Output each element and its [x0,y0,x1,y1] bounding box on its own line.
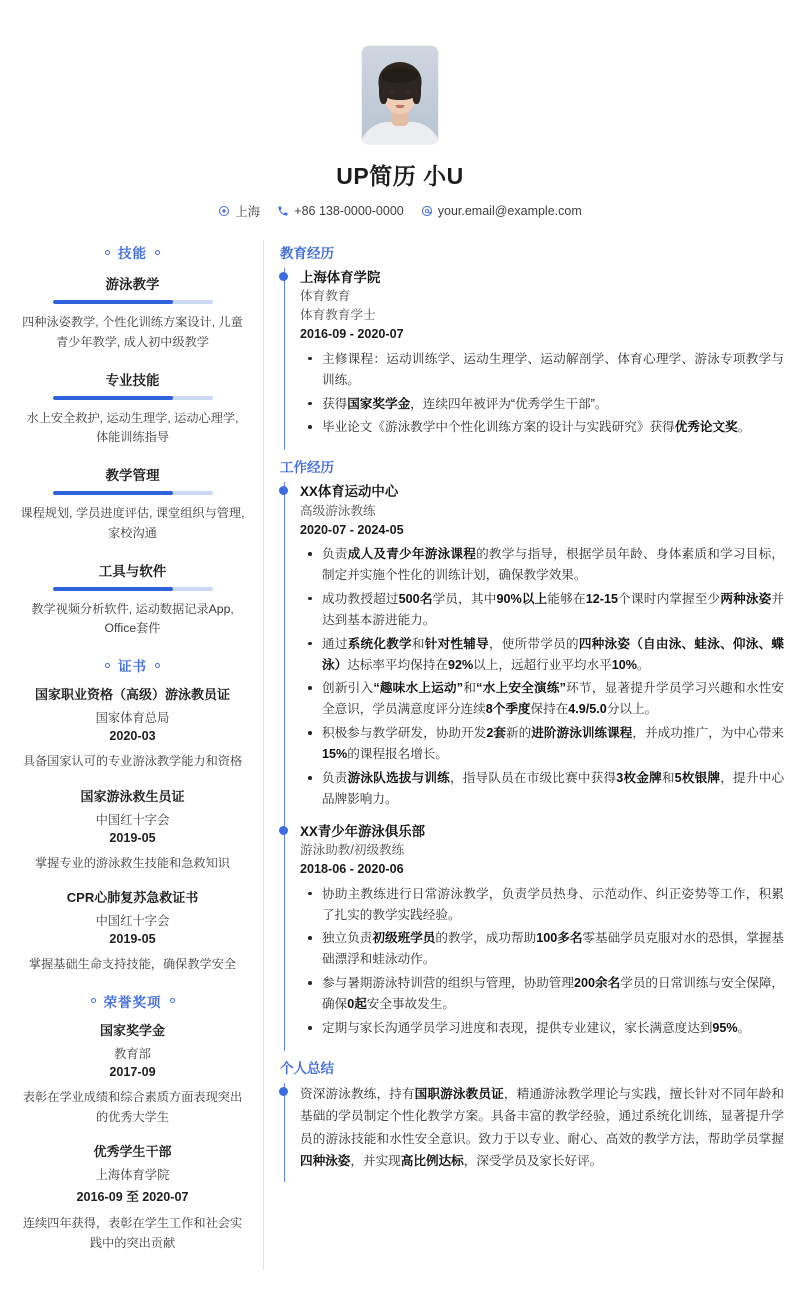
resume-body [0,230,800,1290]
bullet-item: 创新引入“趣味水上运动”和“水上安全演练”环节，显著提升学员学习兴趣和水性安全意识，学员满意度评分连续8个季度保持在4.9/5.0分以上。 [300,678,784,720]
skill-description: 水上安全救护, 运动生理学, 运动心理学, 体能训练指导 [26,410,239,445]
work-period: 2020-07 - 2024-05 [300,522,404,537]
section-title-honors [16,991,249,1011]
certificate-date: 2019-05 [109,932,156,947]
certificate-item [16,686,249,772]
circle-ornament-icon [105,250,110,255]
honor-date: 2016-09 至 2020-07 [76,1190,189,1205]
contact-location-value: 上海 [235,205,261,219]
work-period: 2018-06 - 2020-06 [300,862,404,877]
section-title-education: 教育经历 [280,246,334,261]
certificate-date: 2019-05 [109,830,156,845]
certificate-item [16,788,249,874]
resume-header [0,0,800,230]
certificate-description: 具备国家认可的专业游泳教学能力和资格 [22,753,243,768]
education-entry [300,268,784,450]
skill-level-bar [53,587,213,591]
contact-phone-value: +86 138-0000-0000 [294,204,404,218]
certificate-issuer: 中国红十字会 [95,914,170,929]
email-at-icon [421,205,433,217]
skill-level-bar [53,491,213,495]
skill-item [16,560,249,640]
section-work [280,456,784,1051]
skill-level-fill [53,587,173,591]
honor-title: 优秀学生干部 [93,1144,172,1160]
work-entry [300,482,784,822]
certificate-issuer: 中国红十字会 [95,812,170,827]
bullet-item: 负责游泳队选拔与训练，指导队员在市级比赛中获得3枚金牌和5枚银牌，提升中心品牌影响力。 [300,768,784,810]
summary-text: 资深游泳教练，持有国职游泳教员证，精通游泳教学理论与实践，擅长针对不同年龄和基础的学员制定个性化教学方案。具备丰富的教学经验，通过系统化训练，显著提升学员的游泳技能和水性安全意识。致力于以专业、耐心、高效的教学方法，帮助学员掌握四种泳姿，并实现高比例达标，深受学员及家长好评。 [300,1086,785,1169]
work-company: XX青少年游泳俱乐部 [300,823,425,839]
skill-level-bar [53,300,213,304]
section-title-certificates-label: 证书 [118,659,147,675]
candidate-name: UP简历 小U [336,163,464,189]
bullet-item: 独立负责初级班学员的教学，成功帮助100多名零基础学员克服对水的恐惧，掌握基础漂浮和蛙泳动作。 [300,928,784,970]
work-role: 游泳助教/初级教练 [300,843,405,858]
work-role: 高级游泳教练 [300,503,376,518]
avatar-eye-left [389,91,394,94]
certificate-item [16,889,249,975]
work-bullets [300,544,784,810]
certificate-title: 国家游泳救生员证 [80,788,185,804]
section-title-skills [16,242,249,262]
contact-email [421,204,582,218]
contact-location [218,202,260,220]
avatar-eye-right [406,91,411,94]
education-timeline [284,268,784,450]
work-timeline [284,482,784,1051]
circle-ornament-icon [155,250,160,255]
honor-description: 连续四年获得，表彰在学生工作和社会实践中的突出贡献 [22,1216,243,1250]
bullet-item: 成功教授超过500名学员，其中90%以上能够在12-15个课时内掌握至少两种泳姿并达到基本游进能力。 [300,589,784,631]
skill-description: 四种泳姿教学, 个性化训练方案设计, 儿童青少年教学, 成人初中级教学 [22,315,243,349]
section-title-certificates [16,655,249,675]
bullet-item: 获得国家奖学金，连续四年被评为“优秀学生干部”。 [300,394,784,415]
contact-phone [277,204,403,218]
honor-issuer: 教育部 [114,1046,151,1061]
phone-icon [277,205,289,217]
section-title-summary: 个人总结 [280,1060,334,1076]
circle-ornament-icon [91,998,96,1003]
summary-entry [300,1083,784,1182]
skill-description: 课程规划, 学员进度评估, 课堂组织与管理, 家校沟通 [20,506,245,540]
honor-title: 国家奖学金 [99,1022,165,1038]
avatar [362,46,438,144]
certificate-description: 掌握基础生命支持技能，确保教学安全 [28,957,237,972]
skill-item [16,273,249,353]
skills-list [16,273,249,639]
honor-issuer: 上海体育学院 [95,1168,170,1183]
skill-level-bar [53,396,213,400]
skill-name: 教学管理 [105,468,160,484]
main-right [264,236,784,1186]
circle-ornament-icon [105,663,110,668]
skill-description: 教学视频分析软件, 运动数据记录App, Office套件 [31,601,234,636]
education-major: 体育教育 [300,289,351,304]
contact-list [0,202,800,220]
education-school: 上海体育学院 [300,270,381,285]
honor-item [16,1022,249,1127]
section-education [280,242,784,450]
bullet-item: 定期与家长沟通学员学习进度和表现，提供专业建议，家长满意度达到95%。 [300,1018,784,1039]
work-company: XX体育运动中心 [300,484,399,500]
bullet-item: 协助主教练进行日常游泳教学，负责学员热身、示范动作、纠正姿势等工作，积累了扎实的教学实践经验。 [300,884,784,926]
education-bullets [300,349,784,439]
summary-timeline [284,1083,784,1182]
bullet-item: 负责成人及青少年游泳课程的教学与指导，根据学员年龄、身体素质和学习目标，制定并实施个性化的训练计划，确保教学效果。 [300,544,784,586]
skill-name: 专业技能 [105,372,160,388]
honor-item [16,1143,249,1253]
certificate-description: 掌握专业的游泳救生技能和急救知识 [35,855,230,870]
skill-level-fill [53,300,173,304]
avatar-wrap [0,46,800,144]
bullet-item: 毕业论文《游泳教学中个性化训练方案的设计与实践研究》获得优秀论文奖。 [300,417,784,438]
honors-list [16,1022,249,1254]
skill-item [16,464,249,544]
section-summary [280,1057,784,1182]
circle-ornament-icon [170,998,175,1003]
education-period: 2016-09 - 2020-07 [300,327,404,342]
contact-email-value: your.email@example.com [437,204,582,218]
certificate-title: CPR心肺复苏急救证书 [66,890,199,906]
bullet-item: 参与暑期游泳特训营的组织与管理，协助管理200余名学员的日常训练与安全保障，确保0起安全事故发生。 [300,973,784,1015]
bullet-item: 积极参与教学研发，协助开发2套新的进阶游泳训练课程，并成功推广，为中心带来15%的课程报名增长。 [300,723,784,765]
honor-date: 2017-09 [109,1064,156,1079]
sidebar-left [16,236,263,1270]
location-pin-icon [218,205,230,217]
work-bullets [300,884,784,1039]
circle-ornament-icon [155,663,160,668]
skill-level-fill [53,396,173,400]
certificate-issuer: 国家体育总局 [95,710,170,725]
skill-item [16,369,249,449]
skill-name: 工具与软件 [98,563,167,579]
section-title-skills-label: 技能 [118,246,147,261]
bullet-item: 通过系统化教学和针对性辅导，使所带学员的四种泳姿（自由泳、蛙泳、仰泳、蝶泳）达标率平均保持在92%以上，远超行业平均水平10%。 [300,634,784,676]
skill-level-fill [53,491,173,495]
section-title-work: 工作经历 [280,460,334,476]
work-entry [300,822,784,1051]
certificate-title: 国家职业资格（高级）游泳教员证 [34,687,230,703]
bullet-item: 主修课程：运动训练学、运动生理学、运动解剖学、体育心理学、游泳专项教学与训练。 [300,349,784,391]
skill-name: 游泳教学 [105,277,160,292]
certificate-date: 2020-03 [109,728,156,743]
certificates-list [16,686,249,975]
section-title-honors-label: 荣誉奖项 [103,994,162,1010]
honor-description: 表彰在学业成绩和综合素质方面表现突出的优秀大学生 [22,1089,243,1124]
education-degree: 体育教育学士 [300,308,376,323]
